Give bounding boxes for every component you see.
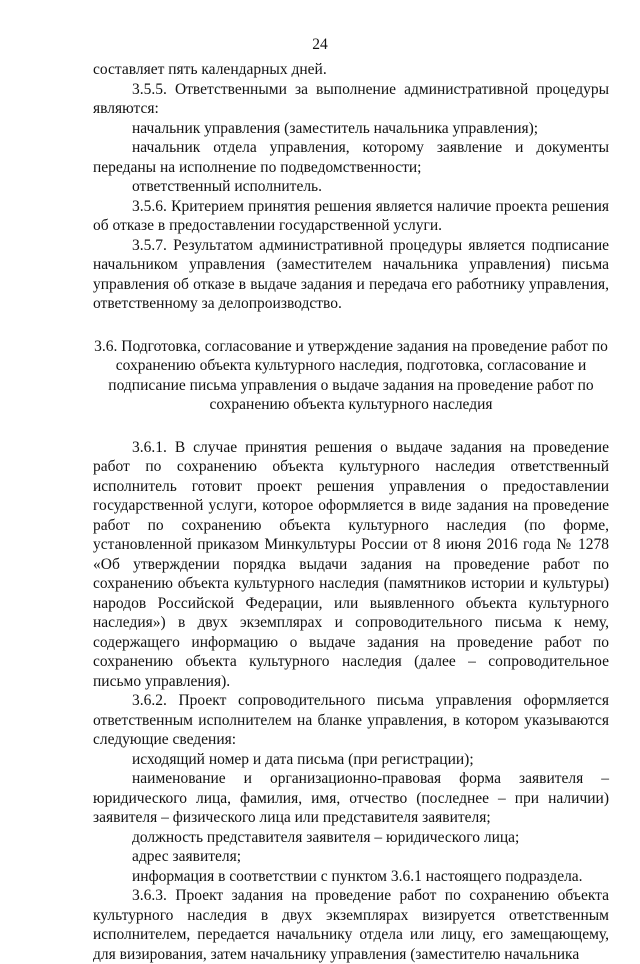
paragraphs-after-heading xyxy=(93,438,609,964)
paragraph: 3.5.7. Результатом административной процедуры является подписание начальником управления (заместителем начальника управления) письма управления об отказе в выдаче задания и передача его работнику управления, ответственному за делопроизводство. xyxy=(93,236,609,314)
paragraphs-before-heading xyxy=(93,60,609,314)
paragraph: 3.5.6. Критерием принятия решения является наличие проекта решения об отказе в предоставлении государственной услуги. xyxy=(93,197,609,236)
paragraph: информация в соответствии с пунктом 3.6.1 настоящего подраздела. xyxy=(93,867,609,887)
paragraph: 3.5.5. Ответственными за выполнение административной процедуры являются: xyxy=(93,80,609,119)
document-body xyxy=(93,60,609,964)
section-heading: 3.6. Подготовка, согласование и утверждение задания на проведение работ по сохранению объекта культурного наследия, подготовка, согласование и подписание письма управления о выдаче задания на проведение работ по сохранению объекта культурного наследия xyxy=(93,337,609,415)
page-number: 24 xyxy=(0,36,640,54)
paragraph: исходящий номер и дата письма (при регистрации); xyxy=(93,750,609,770)
paragraph: должность представителя заявителя – юридического лица; xyxy=(93,828,609,848)
paragraph: составляет пять календарных дней. xyxy=(93,60,609,80)
paragraph: начальник отдела управления, которому заявление и документы переданы на исполнение по подведомственности; xyxy=(93,138,609,177)
paragraph: наименование и организационно-правовая форма заявителя – юридического лица, фамилия, имя, отчество (последнее – при наличии) заявителя – физического лица или представителя заявителя; xyxy=(93,769,609,828)
paragraph: 3.6.2. Проект сопроводительного письма управления оформляется ответственным исполнителем на бланке управления, в котором указываются следующие сведения: xyxy=(93,691,609,750)
paragraph: 3.6.3. Проект задания на проведение работ по сохранению объекта культурного наследия в двух экземплярах визируется ответственным исполнителем, передается начальнику отдела или лицу, его замещающему, для визирования, затем начальнику управления (заместителю начальника xyxy=(93,886,609,964)
paragraph: адрес заявителя; xyxy=(93,847,609,867)
paragraph: 3.6.1. В случае принятия решения о выдаче задания на проведение работ по сохранению объекта культурного наследия ответственный исполнитель готовит проект решения управления о предоставлении государственной услуги, которое оформляется в виде задания на проведение работ по сохранению объекта культурного наследия (по форме, установленной приказом Минкультуры России от 8 июня 2016 года № 1278 «Об утверждении порядка выдачи задания на проведение работ по сохранению объекта культурного наследия (памятников истории и культуры) народов Российской Федерации, или выявленного объекта культурного наследия») в двух экземплярах и сопроводительного письма к нему, содержащего информацию о выдаче задания на проведение работ по сохранению объекта культурного наследия (далее – сопроводительное письмо управления). xyxy=(93,438,609,692)
paragraph: ответственный исполнитель. xyxy=(93,177,609,197)
paragraph: начальник управления (заместитель начальника управления); xyxy=(93,119,609,139)
